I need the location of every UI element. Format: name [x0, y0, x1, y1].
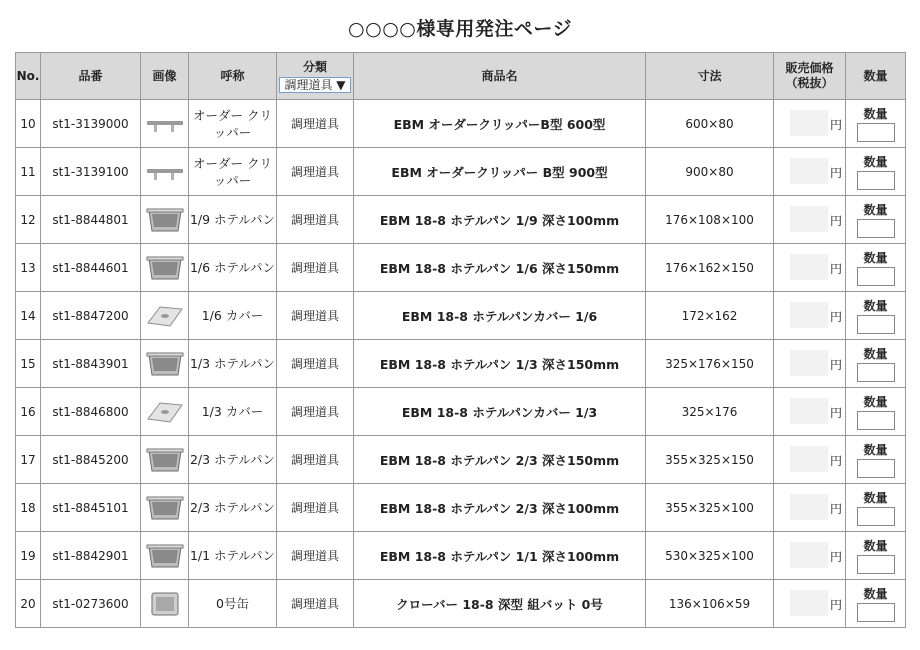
qty-input[interactable] [857, 507, 895, 526]
hotel-pan-icon [144, 548, 186, 562]
row-category: 調理道具 [277, 484, 354, 532]
clipper-icon [144, 116, 186, 130]
header-category-label: 分類 [302, 59, 327, 74]
row-price [774, 388, 846, 436]
row-no: 18 [16, 484, 41, 532]
header-size: 寸法 [646, 53, 774, 100]
table-row [16, 532, 906, 580]
row-product-name: EBM 18-8 ホテルパン 1/1 深さ100mm [354, 532, 646, 580]
qty-input[interactable] [857, 267, 895, 286]
row-price [774, 340, 846, 388]
table-header-row [16, 53, 906, 100]
qty-label: 数量 [863, 395, 888, 409]
row-image-cell [141, 148, 189, 196]
yen-label: 円 [829, 358, 842, 372]
row-qty [846, 580, 906, 628]
row-price [774, 100, 846, 148]
row-yobi: 1/9 ホテルパン [189, 196, 277, 244]
row-size: 530×325×100 [646, 532, 774, 580]
row-no: 19 [16, 532, 41, 580]
yen-label: 円 [829, 550, 842, 564]
row-size: 172×162 [646, 292, 774, 340]
yen-label: 円 [829, 598, 842, 612]
qty-input[interactable] [857, 459, 895, 478]
row-category: 調理道具 [277, 292, 354, 340]
row-yobi: 1/3 ホテルパン [189, 340, 277, 388]
order-table [15, 52, 906, 628]
row-image-cell [141, 388, 189, 436]
table-row [16, 148, 906, 196]
row-product-name: EBM 18-8 ホテルパンカバー 1/3 [354, 388, 646, 436]
row-price [774, 532, 846, 580]
row-product-code: st1-8842901 [41, 532, 141, 580]
row-no: 15 [16, 340, 41, 388]
qty-input[interactable] [857, 171, 895, 190]
price-value-box [790, 302, 828, 328]
qty-input[interactable] [857, 555, 895, 574]
row-no: 17 [16, 436, 41, 484]
table-row [16, 388, 906, 436]
row-yobi: オーダー クリッパー [189, 100, 277, 148]
qty-label: 数量 [863, 587, 888, 601]
page-title: ○○○○様専用発注ページ [348, 18, 572, 40]
row-product-code: st1-8846800 [41, 388, 141, 436]
header-price [774, 53, 846, 100]
qty-input[interactable] [857, 603, 895, 622]
clipper-icon [144, 164, 186, 178]
row-image-cell [141, 196, 189, 244]
price-value-box [790, 446, 828, 472]
row-no: 20 [16, 580, 41, 628]
yen-label: 円 [829, 118, 842, 132]
row-category: 調理道具 [277, 580, 354, 628]
tray-icon [144, 596, 186, 610]
qty-label: 数量 [863, 491, 888, 505]
qty-input[interactable] [857, 363, 895, 382]
row-product-name: EBM 18-8 ホテルパン 1/3 深さ150mm [354, 340, 646, 388]
row-no: 14 [16, 292, 41, 340]
hotel-pan-icon [144, 212, 186, 226]
header-category [277, 53, 354, 100]
row-product-name: EBM 18-8 ホテルパン 1/9 深さ100mm [354, 196, 646, 244]
header-price-label: 販売価格 [785, 61, 834, 75]
row-qty [846, 100, 906, 148]
hotel-pan-icon [144, 260, 186, 274]
row-qty [846, 196, 906, 244]
row-product-code: st1-8843901 [41, 340, 141, 388]
yen-label: 円 [829, 454, 842, 468]
header-code: 品番 [41, 53, 141, 100]
row-qty [846, 292, 906, 340]
row-product-name: EBM オーダークリッパー B型 900型 [354, 148, 646, 196]
row-image-cell [141, 436, 189, 484]
row-product-code: st1-3139000 [41, 100, 141, 148]
header-no: No. [16, 53, 41, 100]
row-size: 136×106×59 [646, 580, 774, 628]
row-price [774, 196, 846, 244]
price-value-box [790, 398, 828, 424]
row-no: 12 [16, 196, 41, 244]
row-qty [846, 388, 906, 436]
row-product-name: クローバー 18-8 深型 組バット 0号 [354, 580, 646, 628]
qty-label: 数量 [863, 251, 888, 265]
row-size: 325×176×150 [646, 340, 774, 388]
header-image: 画像 [141, 53, 189, 100]
pan-cover-icon [144, 308, 186, 322]
yen-label: 円 [829, 406, 842, 420]
row-category: 調理道具 [277, 340, 354, 388]
category-filter-select[interactable]: 調理道具 ▼ [279, 77, 350, 93]
qty-input[interactable] [857, 411, 895, 430]
row-no: 13 [16, 244, 41, 292]
row-category: 調理道具 [277, 436, 354, 484]
row-qty [846, 484, 906, 532]
price-value-box [790, 494, 828, 520]
row-product-name: EBM 18-8 ホテルパンカバー 1/6 [354, 292, 646, 340]
qty-label: 数量 [863, 443, 888, 457]
row-yobi: オーダー クリッパー [189, 148, 277, 196]
table-row [16, 244, 906, 292]
row-product-code: st1-3139100 [41, 148, 141, 196]
row-product-code: st1-8844601 [41, 244, 141, 292]
row-yobi: 1/3 カバー [189, 388, 277, 436]
qty-input[interactable] [857, 123, 895, 142]
row-category: 調理道具 [277, 532, 354, 580]
table-row [16, 196, 906, 244]
row-size: 355×325×100 [646, 484, 774, 532]
row-product-name: EBM オーダークリッパーB型 600型 [354, 100, 646, 148]
yen-label: 円 [829, 262, 842, 276]
row-no: 11 [16, 148, 41, 196]
qty-label: 数量 [863, 347, 888, 361]
qty-label: 数量 [863, 107, 888, 121]
row-category: 調理道具 [277, 388, 354, 436]
qty-label: 数量 [863, 299, 888, 313]
row-category: 調理道具 [277, 196, 354, 244]
row-price [774, 580, 846, 628]
table-row [16, 340, 906, 388]
row-yobi: 2/3 ホテルパン [189, 436, 277, 484]
price-value-box [790, 542, 828, 568]
row-category: 調理道具 [277, 244, 354, 292]
row-yobi: 1/1 ホテルパン [189, 532, 277, 580]
price-value-box [790, 254, 828, 280]
price-value-box [790, 158, 828, 184]
row-no: 16 [16, 388, 41, 436]
row-product-code: st1-8845200 [41, 436, 141, 484]
row-size: 325×176 [646, 388, 774, 436]
row-product-name: EBM 18-8 ホテルパン 2/3 深さ150mm [354, 436, 646, 484]
row-image-cell [141, 484, 189, 532]
row-qty [846, 244, 906, 292]
header-name: 商品名 [354, 53, 646, 100]
row-price [774, 244, 846, 292]
row-product-code: st1-8844801 [41, 196, 141, 244]
row-image-cell [141, 340, 189, 388]
table-row [16, 292, 906, 340]
row-product-code: st1-8847200 [41, 292, 141, 340]
row-size: 900×80 [646, 148, 774, 196]
header-price-tax-note: （税抜） [785, 76, 834, 90]
yen-label: 円 [829, 502, 842, 516]
row-qty [846, 532, 906, 580]
table-row [16, 100, 906, 148]
price-value-box [790, 590, 828, 616]
row-yobi: 1/6 カバー [189, 292, 277, 340]
hotel-pan-icon [144, 356, 186, 370]
row-price [774, 292, 846, 340]
row-qty [846, 436, 906, 484]
row-price [774, 484, 846, 532]
qty-label: 数量 [863, 203, 888, 217]
row-product-code: st1-8845101 [41, 484, 141, 532]
yen-label: 円 [829, 166, 842, 180]
qty-label: 数量 [863, 539, 888, 553]
yen-label: 円 [829, 214, 842, 228]
row-qty [846, 340, 906, 388]
hotel-pan-icon [144, 452, 186, 466]
hotel-pan-icon [144, 500, 186, 514]
row-image-cell [141, 532, 189, 580]
qty-input[interactable] [857, 315, 895, 334]
row-image-cell [141, 292, 189, 340]
row-yobi: 0号缶 [189, 580, 277, 628]
yen-label: 円 [829, 310, 842, 324]
row-image-cell [141, 100, 189, 148]
table-row [16, 436, 906, 484]
row-product-name: EBM 18-8 ホテルパン 2/3 深さ100mm [354, 484, 646, 532]
table-row [16, 484, 906, 532]
price-value-box [790, 206, 828, 232]
row-size: 600×80 [646, 100, 774, 148]
row-price [774, 436, 846, 484]
row-size: 176×108×100 [646, 196, 774, 244]
price-value-box [790, 110, 828, 136]
header-yobi: 呼称 [189, 53, 277, 100]
row-product-code: st1-0273600 [41, 580, 141, 628]
row-category: 調理道具 [277, 100, 354, 148]
header-qty: 数量 [846, 53, 906, 100]
qty-label: 数量 [863, 155, 888, 169]
row-category: 調理道具 [277, 148, 354, 196]
row-yobi: 2/3 ホテルパン [189, 484, 277, 532]
row-yobi: 1/6 ホテルパン [189, 244, 277, 292]
row-qty [846, 148, 906, 196]
price-value-box [790, 350, 828, 376]
row-no: 10 [16, 100, 41, 148]
row-image-cell [141, 244, 189, 292]
qty-input[interactable] [857, 219, 895, 238]
row-size: 176×162×150 [646, 244, 774, 292]
row-size: 355×325×150 [646, 436, 774, 484]
table-row [16, 580, 906, 628]
row-product-name: EBM 18-8 ホテルパン 1/6 深さ150mm [354, 244, 646, 292]
row-price [774, 148, 846, 196]
row-image-cell [141, 580, 189, 628]
pan-cover-icon [144, 404, 186, 418]
